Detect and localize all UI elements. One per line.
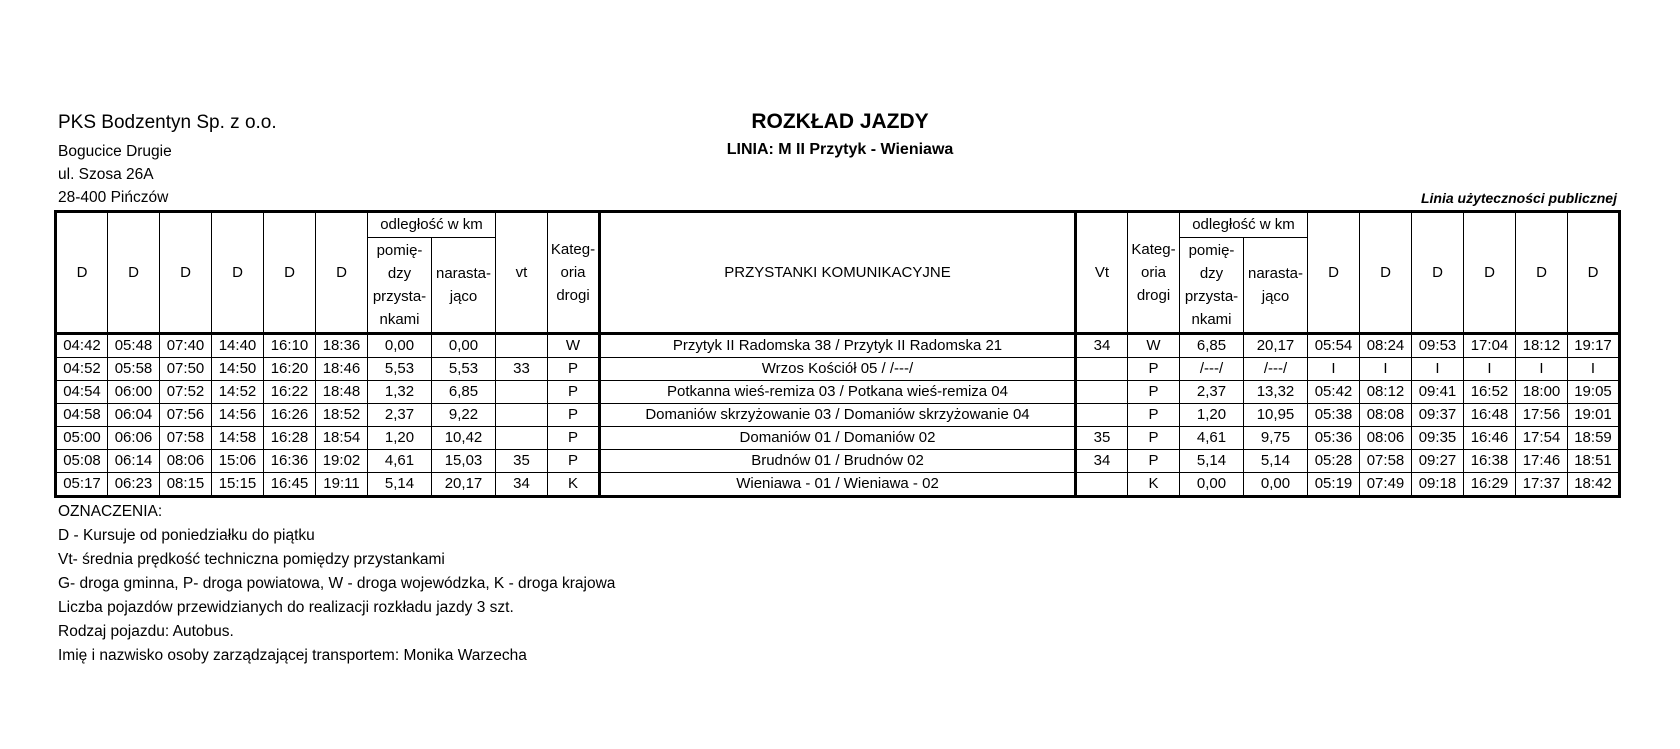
departure-time: 05:17 <box>56 473 108 497</box>
page-title-text: ROZKŁAD JAZDY <box>751 110 929 133</box>
departure-time: 06:04 <box>108 404 160 427</box>
distance-between-return: 6,85 <box>1180 334 1244 358</box>
header-day-code: D <box>160 212 212 334</box>
page-subtitle-text: LINIA: M II Przytyk - Wieniawa <box>726 141 954 158</box>
header-day-code: D <box>1568 212 1620 334</box>
header-day-code: D <box>316 212 368 334</box>
line-type-label: Linia użyteczności publicznej <box>1420 190 1617 206</box>
return-time: 16:52 <box>1464 381 1516 404</box>
return-time: 05:38 <box>1308 404 1360 427</box>
stop-name: Potkanna wieś-remiza 03 / Potkana wieś-remiza 04 <box>600 381 1076 404</box>
vt-value-return: 34 <box>1076 334 1128 358</box>
departure-time: 05:00 <box>56 427 108 450</box>
return-time: 07:49 <box>1360 473 1412 497</box>
departure-time: 16:22 <box>264 381 316 404</box>
table-row <box>56 404 1620 427</box>
stop-name: Domaniów 01 / Domaniów 02 <box>600 427 1076 450</box>
return-time: 05:54 <box>1308 334 1360 358</box>
return-time: 08:12 <box>1360 381 1412 404</box>
header-day-code: D <box>1308 212 1360 334</box>
return-time: 05:28 <box>1308 450 1360 473</box>
departure-time: 06:23 <box>108 473 160 497</box>
return-time: 19:17 <box>1568 334 1620 358</box>
distance-cumulative-return: 0,00 <box>1244 473 1308 497</box>
departure-time: 08:15 <box>160 473 212 497</box>
departure-time: 14:58 <box>212 427 264 450</box>
vt-value <box>496 404 548 427</box>
distance-cumulative: 9,22 <box>432 404 496 427</box>
departure-time: 06:00 <box>108 381 160 404</box>
address-line-1: Bogucice Drugie <box>58 143 172 160</box>
header-cumulative-right: narasta-jąco <box>1244 238 1308 334</box>
distance-between: 1,20 <box>368 427 432 450</box>
header-day-code: D <box>56 212 108 334</box>
return-time: 09:35 <box>1412 427 1464 450</box>
distance-between-return: 4,61 <box>1180 427 1244 450</box>
stop-name: Brudnów 01 / Brudnów 02 <box>600 450 1076 473</box>
return-time: I <box>1412 358 1464 381</box>
departure-time: 19:02 <box>316 450 368 473</box>
table-row <box>56 381 1620 404</box>
return-time: 09:18 <box>1412 473 1464 497</box>
table-row <box>56 427 1620 450</box>
departure-time: 05:08 <box>56 450 108 473</box>
vt-value-return <box>1076 358 1128 381</box>
departure-time: 08:06 <box>160 450 212 473</box>
departure-time: 18:52 <box>316 404 368 427</box>
return-time: 07:58 <box>1360 450 1412 473</box>
header-day-code: D <box>108 212 160 334</box>
departure-time: 14:50 <box>212 358 264 381</box>
return-time: 09:27 <box>1412 450 1464 473</box>
departure-time: 16:45 <box>264 473 316 497</box>
header-day-code: D <box>264 212 316 334</box>
departure-time: 16:36 <box>264 450 316 473</box>
vt-value-return: 34 <box>1076 450 1128 473</box>
return-time: 19:01 <box>1568 404 1620 427</box>
return-time: 18:12 <box>1516 334 1568 358</box>
distance-between: 2,37 <box>368 404 432 427</box>
departure-time: 06:06 <box>108 427 160 450</box>
legend-line: Imię i nazwisko osoby zarządzającej transportem: Monika Warzecha <box>58 647 527 664</box>
road-category: W <box>548 334 600 358</box>
distance-cumulative-return: /---/ <box>1244 358 1308 381</box>
company-name: PKS Bodzentyn Sp. z o.o. <box>58 112 277 133</box>
vt-value: 35 <box>496 450 548 473</box>
road-category-return: P <box>1128 381 1180 404</box>
header-distance-group-right: odległość w km <box>1180 212 1308 238</box>
distance-between: 0,00 <box>368 334 432 358</box>
header-day-code: D <box>1516 212 1568 334</box>
legend-line: D - Kursuje od poniedziałku do piątku <box>58 527 315 544</box>
table-row <box>56 450 1620 473</box>
stop-name: Domaniów skrzyżowanie 03 / Domaniów skrzyżowanie 04 <box>600 404 1076 427</box>
distance-cumulative-return: 5,14 <box>1244 450 1308 473</box>
vt-value-return: 35 <box>1076 427 1128 450</box>
header-road-category-right: Kateg-oria drogi <box>1128 212 1180 334</box>
departure-time: 06:14 <box>108 450 160 473</box>
road-category: P <box>548 450 600 473</box>
header-day-code: D <box>212 212 264 334</box>
vt-value-return <box>1076 381 1128 404</box>
distance-between: 5,53 <box>368 358 432 381</box>
table-row <box>56 334 1620 358</box>
return-time: 17:04 <box>1464 334 1516 358</box>
distance-between: 1,32 <box>368 381 432 404</box>
header-vt-right: Vt <box>1076 212 1128 334</box>
header-cumulative: narasta-jąco <box>432 238 496 334</box>
road-category-return: K <box>1128 473 1180 497</box>
departure-time: 07:58 <box>160 427 212 450</box>
timetable-body <box>56 334 1620 497</box>
departure-time: 07:40 <box>160 334 212 358</box>
return-time: 18:51 <box>1568 450 1620 473</box>
road-category-return: P <box>1128 450 1180 473</box>
distance-cumulative: 6,85 <box>432 381 496 404</box>
header-day-code: D <box>1360 212 1412 334</box>
legend-heading: OZNACZENIA: <box>58 503 163 520</box>
return-time: 08:08 <box>1360 404 1412 427</box>
legend-line: G- droga gminna, P- droga powiatowa, W - droga wojewódzka, K - droga krajowa <box>58 575 616 592</box>
departure-time: 07:52 <box>160 381 212 404</box>
return-time: 09:53 <box>1412 334 1464 358</box>
vt-value: 34 <box>496 473 548 497</box>
vt-value <box>496 381 548 404</box>
header-stops: PRZYSTANKI KOMUNIKACYJNE <box>600 212 1076 334</box>
stop-name: Wieniawa - 01 / Wieniawa - 02 <box>600 473 1076 497</box>
table-row <box>56 358 1620 381</box>
return-time: I <box>1568 358 1620 381</box>
vt-value <box>496 427 548 450</box>
vt-value-return <box>1076 404 1128 427</box>
departure-time: 16:28 <box>264 427 316 450</box>
header-distance-group: odległość w km <box>368 212 496 238</box>
return-time: I <box>1516 358 1568 381</box>
departure-time: 14:40 <box>212 334 264 358</box>
departure-time: 14:52 <box>212 381 264 404</box>
distance-cumulative: 15,03 <box>432 450 496 473</box>
vt-value: 33 <box>496 358 548 381</box>
return-time: 17:37 <box>1516 473 1568 497</box>
departure-time: 07:56 <box>160 404 212 427</box>
distance-between-return: 5,14 <box>1180 450 1244 473</box>
road-category-return: P <box>1128 404 1180 427</box>
road-category-return: P <box>1128 427 1180 450</box>
departure-time: 04:42 <box>56 334 108 358</box>
road-category: K <box>548 473 600 497</box>
legend-line: Vt- średnia prędkość techniczna pomiędzy przystankami <box>58 551 445 568</box>
distance-cumulative: 10,42 <box>432 427 496 450</box>
distance-cumulative: 0,00 <box>432 334 496 358</box>
return-time: 19:05 <box>1568 381 1620 404</box>
legend-line: Liczba pojazdów przewidzianych do realizacji rozkładu jazdy 3 szt. <box>58 599 514 616</box>
return-time: 08:24 <box>1360 334 1412 358</box>
distance-between: 4,61 <box>368 450 432 473</box>
return-time: 18:42 <box>1568 473 1620 497</box>
return-time: I <box>1360 358 1412 381</box>
departure-time: 15:06 <box>212 450 264 473</box>
return-time: 17:46 <box>1516 450 1568 473</box>
legend-line: Rodzaj pojazdu: Autobus. <box>58 623 234 640</box>
distance-between-return: 1,20 <box>1180 404 1244 427</box>
return-time: 05:19 <box>1308 473 1360 497</box>
distance-between: 5,14 <box>368 473 432 497</box>
return-time: 18:59 <box>1568 427 1620 450</box>
stop-name: Wrzos Kościół 05 / /---/ <box>600 358 1076 381</box>
departure-time: 05:58 <box>108 358 160 381</box>
distance-cumulative-return: 13,32 <box>1244 381 1308 404</box>
header-day-code: D <box>1464 212 1516 334</box>
return-time: 17:56 <box>1516 404 1568 427</box>
header-road-category: Kateg-oria drogi <box>548 212 600 334</box>
return-time: 08:06 <box>1360 427 1412 450</box>
road-category-return: P <box>1128 358 1180 381</box>
return-time: 09:41 <box>1412 381 1464 404</box>
distance-cumulative-return: 10,95 <box>1244 404 1308 427</box>
return-time: I <box>1464 358 1516 381</box>
distance-cumulative-return: 9,75 <box>1244 427 1308 450</box>
road-category-return: W <box>1128 334 1180 358</box>
road-category: P <box>548 381 600 404</box>
return-time: 16:46 <box>1464 427 1516 450</box>
distance-between-return: 2,37 <box>1180 381 1244 404</box>
address-line-2: ul. Szosa 26A <box>58 166 154 183</box>
departure-time: 07:50 <box>160 358 212 381</box>
return-time: 05:36 <box>1308 427 1360 450</box>
vt-value <box>496 334 548 358</box>
departure-time: 15:15 <box>212 473 264 497</box>
departure-time: 19:11 <box>316 473 368 497</box>
departure-time: 16:10 <box>264 334 316 358</box>
return-time: 17:54 <box>1516 427 1568 450</box>
return-time: 16:38 <box>1464 450 1516 473</box>
return-time: I <box>1308 358 1360 381</box>
return-time: 09:37 <box>1412 404 1464 427</box>
distance-cumulative-return: 20,17 <box>1244 334 1308 358</box>
stop-name: Przytyk II Radomska 38 / Przytyk II Radomska 21 <box>600 334 1076 358</box>
departure-time: 04:52 <box>56 358 108 381</box>
road-category: P <box>548 404 600 427</box>
header-between-stops: pomię-dzy przysta-nkami <box>368 238 432 334</box>
distance-cumulative: 20,17 <box>432 473 496 497</box>
departure-time: 18:36 <box>316 334 368 358</box>
departure-time: 18:48 <box>316 381 368 404</box>
header-vt-left: vt <box>496 212 548 334</box>
departure-time: 04:54 <box>56 381 108 404</box>
table-row <box>56 473 1620 497</box>
header-day-code: D <box>1412 212 1464 334</box>
vt-value-return <box>1076 473 1128 497</box>
road-category: P <box>548 427 600 450</box>
return-time: 05:42 <box>1308 381 1360 404</box>
timetable <box>54 210 1621 498</box>
departure-time: 14:56 <box>212 404 264 427</box>
address-line-3: 28-400 Pińczów <box>58 189 169 206</box>
departure-time: 16:26 <box>264 404 316 427</box>
return-time: 16:48 <box>1464 404 1516 427</box>
departure-time: 16:20 <box>264 358 316 381</box>
departure-time: 04:58 <box>56 404 108 427</box>
departure-time: 18:46 <box>316 358 368 381</box>
departure-time: 05:48 <box>108 334 160 358</box>
header-between-stops-right: pomię-dzy przysta-nkami <box>1180 238 1244 334</box>
timetable-header <box>56 212 1620 334</box>
return-time: 16:29 <box>1464 473 1516 497</box>
distance-between-return: /---/ <box>1180 358 1244 381</box>
distance-cumulative: 5,53 <box>432 358 496 381</box>
distance-between-return: 0,00 <box>1180 473 1244 497</box>
road-category: P <box>548 358 600 381</box>
return-time: 18:00 <box>1516 381 1568 404</box>
departure-time: 18:54 <box>316 427 368 450</box>
